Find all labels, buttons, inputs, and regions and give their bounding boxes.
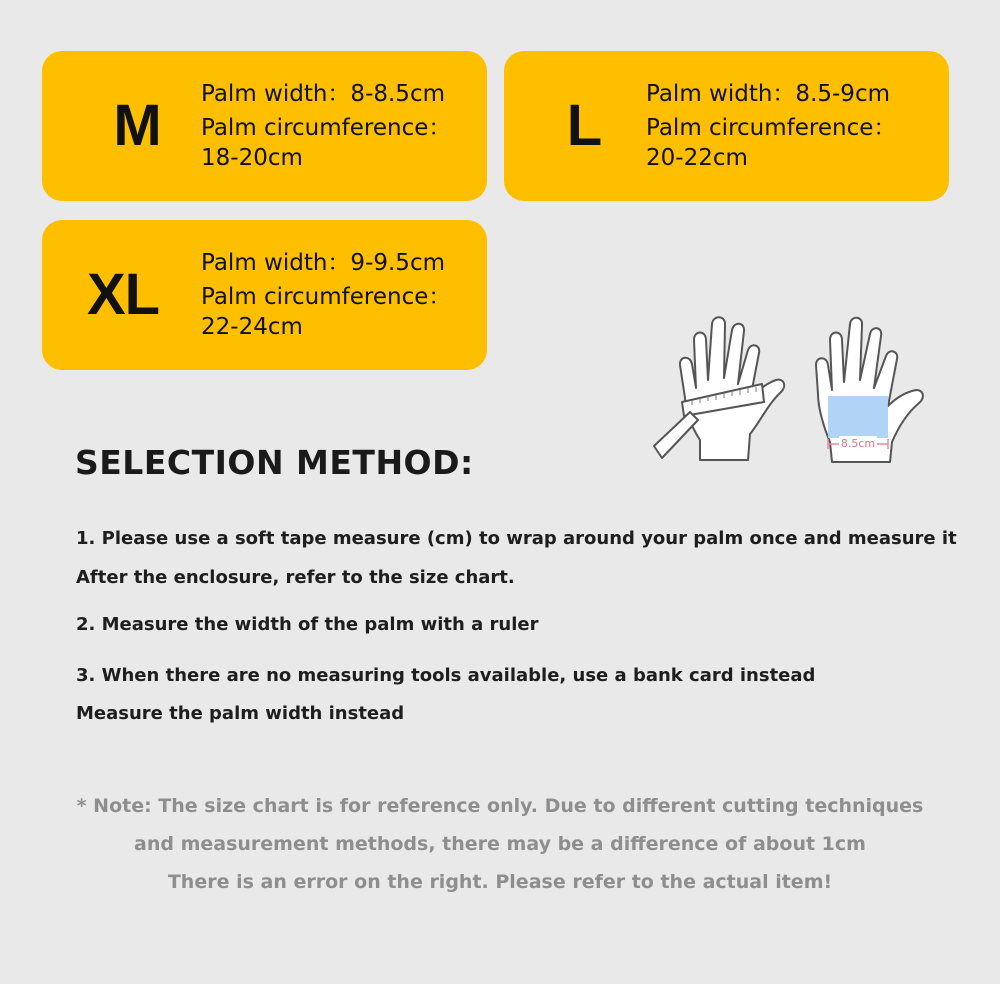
palm-circumference-value: 20-22cm	[646, 145, 748, 171]
palm-circumference-value: 22-24cm	[201, 314, 303, 340]
size-measurements	[201, 77, 451, 175]
size-measurements	[646, 77, 896, 175]
size-label: L	[566, 93, 602, 158]
hand-measurement-illustration	[640, 310, 940, 480]
size-measurements	[201, 246, 451, 344]
step-3-line-1: 3. When there are no measuring tools available, use a bank card instead	[76, 665, 816, 686]
palm-circumference-value: 18-20cm	[201, 145, 303, 171]
size-card-m	[42, 51, 487, 201]
note-line-1: * Note: The size chart is for reference only. Due to different cutting techniques	[76, 795, 924, 817]
size-label: M	[113, 93, 161, 158]
palm-width-text: Palm width：8-8.5cm	[201, 81, 445, 107]
step-1-line-1: 1. Please use a soft tape measure (cm) to wrap around your palm once and measure it	[76, 528, 957, 549]
palm-circumference-label: Palm circumference：	[201, 115, 452, 141]
size-label: XL	[86, 262, 160, 327]
note-line-2: and measurement methods, there may be a difference of about 1cm	[134, 833, 866, 855]
palm-width-ruler-label: 8.5cm	[840, 437, 876, 450]
step-3-line-2: Measure the palm width instead	[76, 703, 405, 724]
palm-width-highlight	[828, 396, 888, 438]
step-1-line-2: After the enclosure, refer to the size chart.	[76, 567, 515, 588]
selection-method-title: SELECTION METHOD:	[75, 443, 474, 482]
left-hand-icon	[680, 317, 784, 460]
size-card-xl	[42, 220, 487, 370]
step-2: 2. Measure the width of the palm with a ruler	[76, 614, 539, 635]
palm-circumference-label: Palm circumference：	[201, 284, 452, 310]
note-line-3: There is an error on the right. Please refer to the actual item!	[167, 871, 833, 893]
palm-width-text: Palm width：8.5-9cm	[646, 81, 890, 107]
palm-width-text: Palm width：9-9.5cm	[201, 250, 445, 276]
size-card-l	[504, 51, 949, 201]
palm-circumference-label: Palm circumference：	[646, 115, 897, 141]
